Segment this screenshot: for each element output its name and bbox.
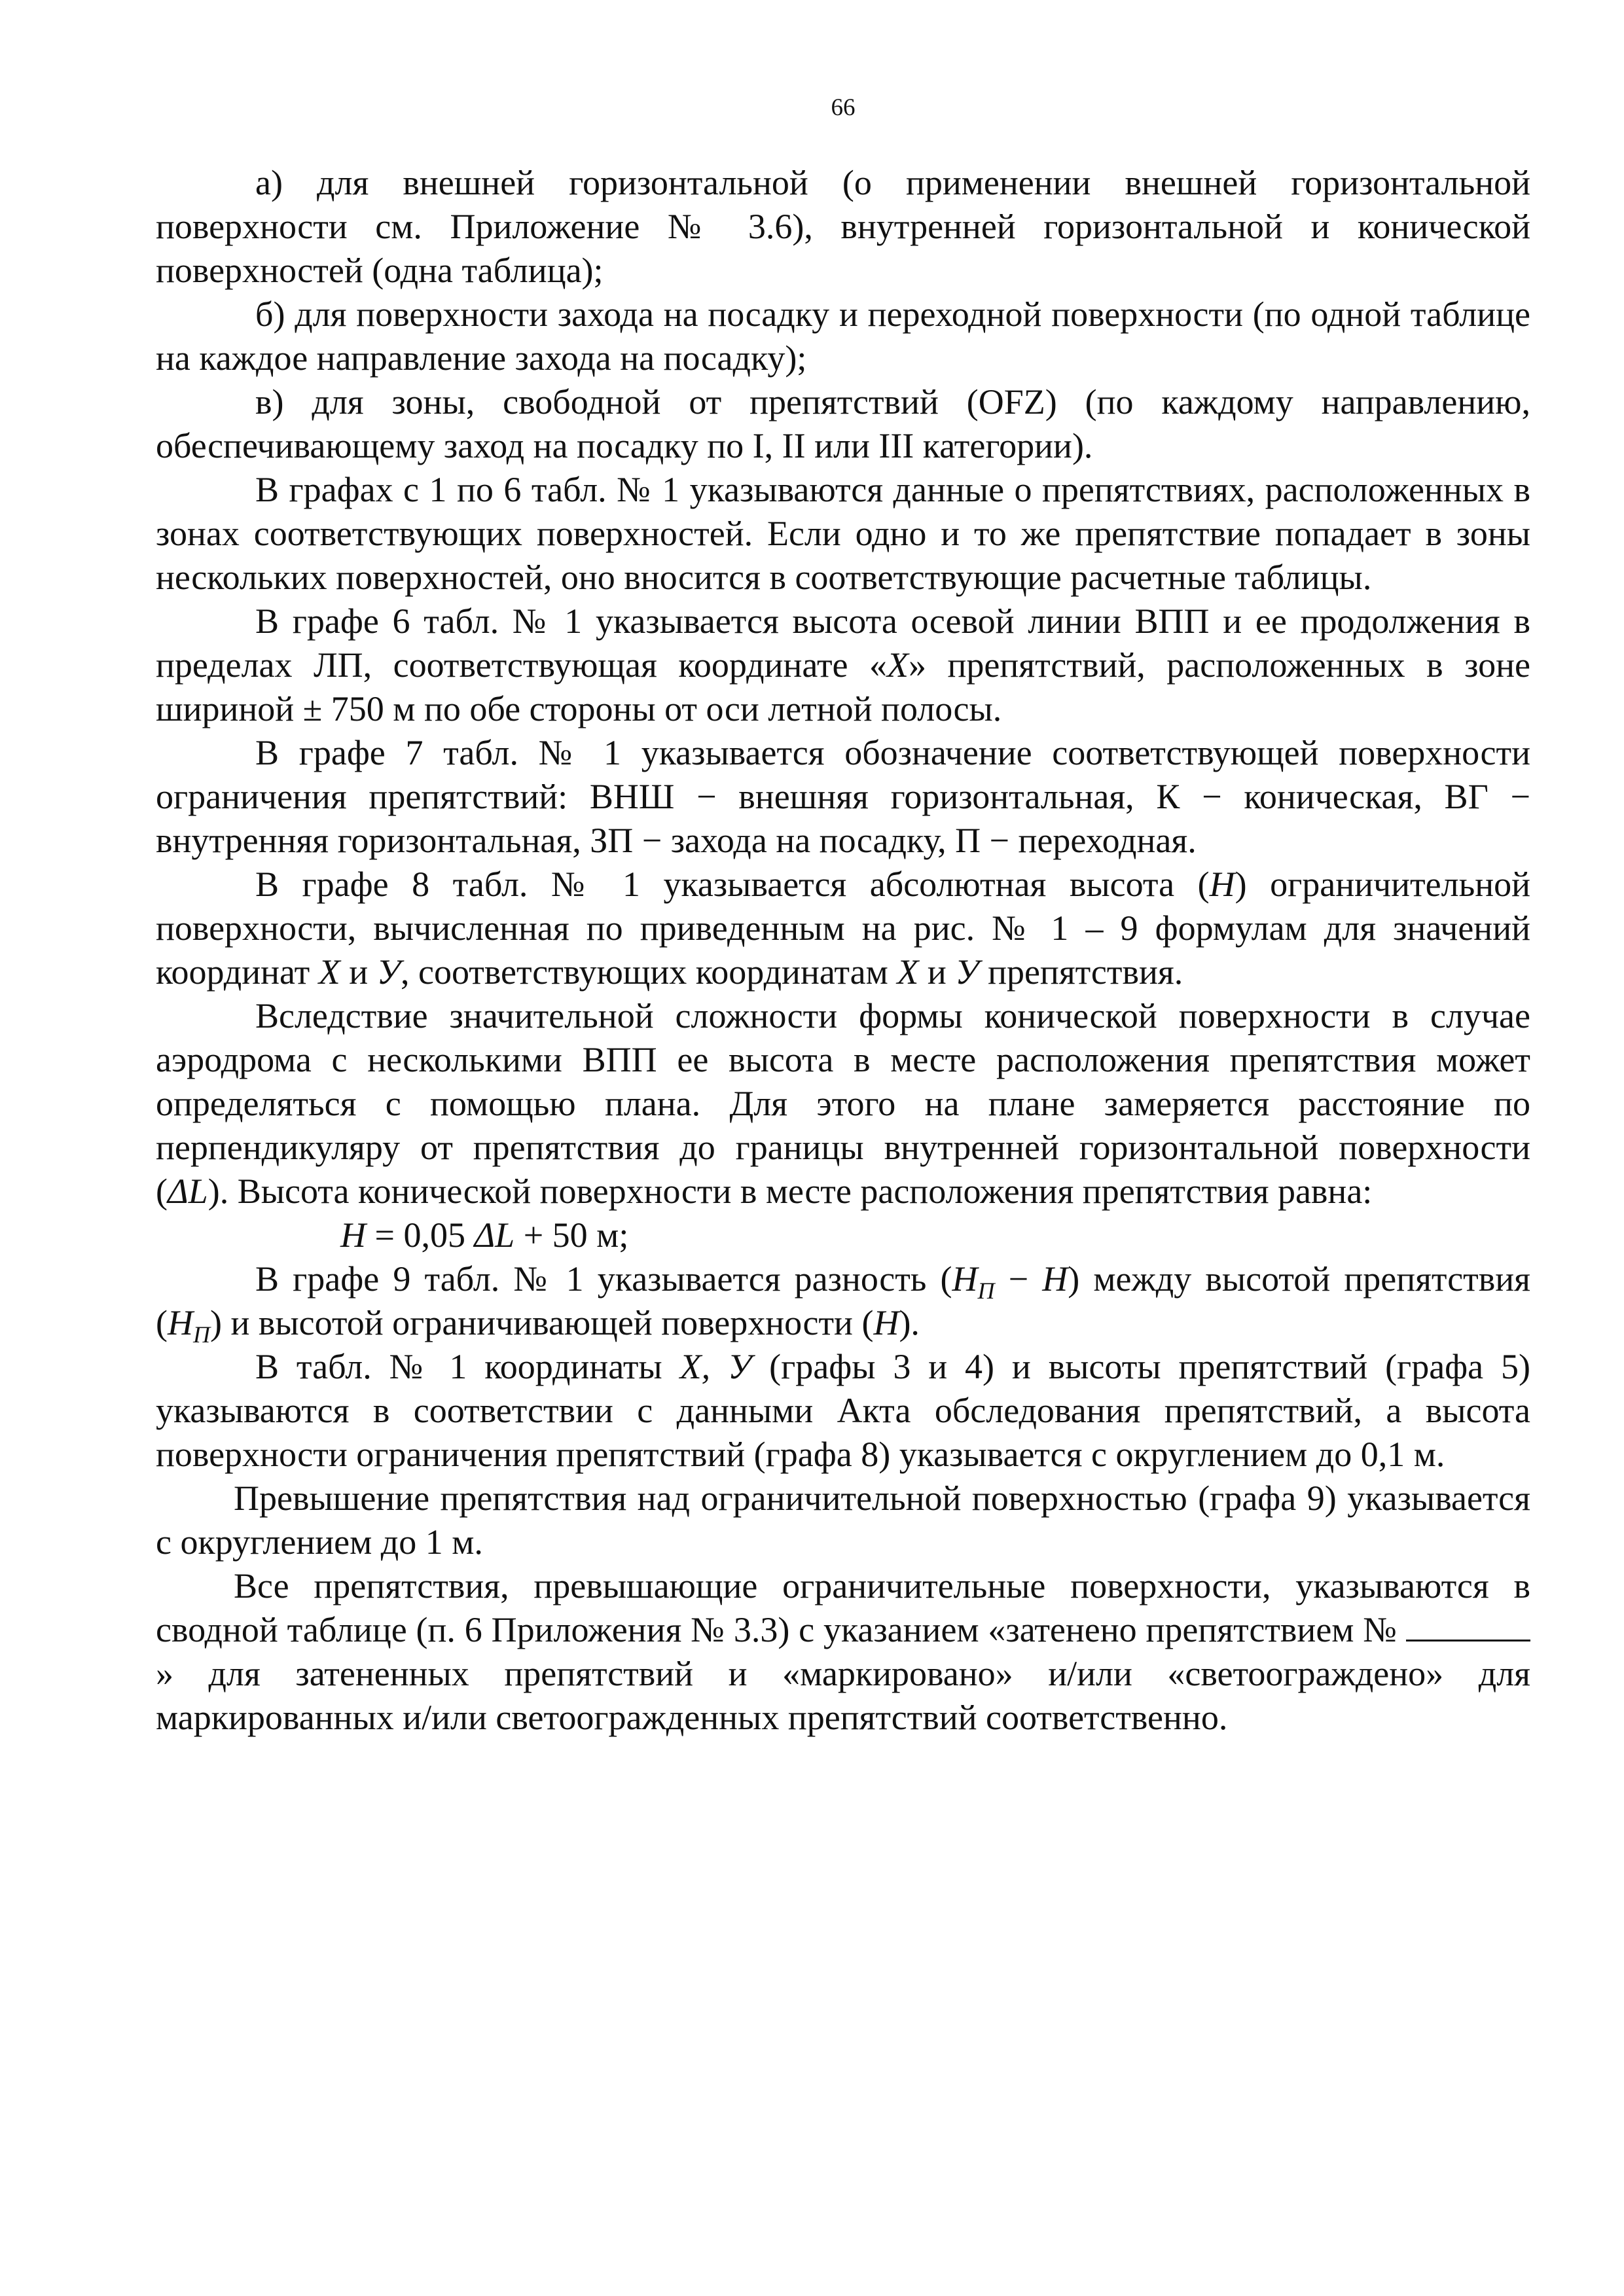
paragraph-coordinates <box>156 1345 1530 1477</box>
text-run: + 50 м; <box>514 1215 629 1255</box>
paragraph-column-8 <box>156 863 1530 994</box>
formula-conical-height <box>156 1213 1530 1257</box>
paragraph-columns-1-6: В графах с 1 по 6 табл. № 1 указываются данные о препятствиях, расположенных в зонах соответствующих поверхностей. Если одно и то же препятствие попадает в зоны нескольких поверхностей, оно вносится в соответствующие расчетные таблицы. <box>156 470 1530 597</box>
paragraph-column-6 <box>156 600 1530 731</box>
text-run: В графе 8 табл. № 1 указывается абсолютная высота ( <box>255 865 1210 904</box>
text-run: = 0,05 <box>366 1215 475 1255</box>
text-run: В табл. № 1 координаты <box>255 1347 680 1386</box>
paragraph-summary-table <box>156 1564 1530 1740</box>
list-item-b: б) для поверхности захода на посадку и переходной поверхности (по одной таблице на каждое направление захода на посадку); <box>156 295 1530 378</box>
text-run: препятствия. <box>979 952 1183 992</box>
variable-x: X <box>318 952 340 992</box>
text-run: и <box>918 952 956 992</box>
text-run: и <box>340 952 377 992</box>
text-run: − <box>994 1259 1043 1299</box>
paragraph-column-7: В графе 7 табл. № 1 указывается обозначение соответствующей поверхности ограничения препятствий: ВНШ − внешняя горизонтальная, К − коническая, ВГ − внутренняя горизонтальная, ЗП − захода на посадку, П − переходная. <box>156 733 1530 860</box>
page-number: 66 <box>831 94 856 121</box>
text-run: ) ограничительной поверхности, вычисленная по приведенным на рис. № 1 – 9 формулам для значений координат <box>156 865 1530 992</box>
text-run: Все препятствия, превышающие ограничительные поверхности, указываются в сводной таблице (п. 6 Приложения № 3.3) с указанием «затенено препятствием № <box>156 1566 1530 1649</box>
list-item-a: а) для внешней горизонтальной (о применении внешней горизонтальной поверхности см. Приложение № 3.6), внутренней горизонтальной и конической поверхностей (одна таблица); <box>156 163 1530 290</box>
subscript: П <box>192 1321 210 1348</box>
variable-delta-l: ΔL <box>167 1172 208 1211</box>
variable-h: H <box>340 1215 366 1255</box>
variable-x: X <box>887 645 909 685</box>
paragraph-conical-surface <box>156 994 1530 1213</box>
variable-x: X <box>897 952 919 992</box>
list-item-c: в) для зоны, свободной от препятствий (OFZ) (по каждому направлению, обеспечивающему заход на посадку по I, II или III категории). <box>156 382 1530 465</box>
text-run: ) между высотой препятствия ( <box>156 1259 1530 1342</box>
text-run: ). <box>899 1303 920 1342</box>
text-run: ) и высотой ограничивающей поверхности ( <box>209 1303 874 1342</box>
variable-h: H <box>1042 1259 1068 1299</box>
text-run: , соответствующих координатам <box>400 952 897 992</box>
text-run: Вследствие значительной сложности формы конической поверхности в случае аэродрома с несколькими ВПП ее высота в месте расположения препятствия может определяться с помощью плана. Для этого на плане замеряется расстояние по перпендикуляру от препятствия до границы внутренней горизонтальной поверхности ( <box>156 996 1530 1211</box>
paragraph-column-9 <box>156 1257 1530 1348</box>
text-run: » препятствий, расположенных в зоне шириной ± 750 м по обе стороны от оси летной полосы. <box>156 645 1530 728</box>
variable-xy: X, У <box>679 1347 752 1386</box>
variable-y: У <box>376 952 401 992</box>
text-run: В графе 9 табл. № 1 указывается разность ( <box>255 1259 952 1299</box>
subscript: П <box>977 1277 995 1304</box>
text-run: В графе 6 табл. № 1 указывается высота осевой линии ВПП и ее продолжения в пределах ЛП, соответствующая координате « <box>156 601 1530 685</box>
variable-h: H <box>952 1259 978 1299</box>
variable-h: H <box>1209 865 1235 904</box>
text-run: (графы 3 и 4) и высоты препятствий (графа 5) указываются в соответствии с данными Акта обследования препятствий, а высота поверхности ограничения препятствий (графа 8) указывается с округлением до 0,1 м. <box>156 1347 1530 1474</box>
text-run: » для затененных препятствий и «маркировано» и/или «светоограждено» для маркированных и/или светоогражденных препятствий соответственно. <box>156 1654 1530 1737</box>
text-run: ). Высота конической поверхности в месте расположения препятствия равна: <box>208 1172 1373 1211</box>
variable-delta-l: ΔL <box>474 1215 515 1255</box>
blank-line <box>1406 1611 1530 1641</box>
paragraph-exceedance: Превышение препятствия над ограничительной поверхностью (графа 9) указывается с округлением до 1 м. <box>156 1479 1530 1562</box>
variable-h: H <box>873 1303 899 1342</box>
variable-y: У <box>955 952 979 992</box>
body-text <box>156 161 1530 1740</box>
variable-h: H <box>167 1303 193 1342</box>
